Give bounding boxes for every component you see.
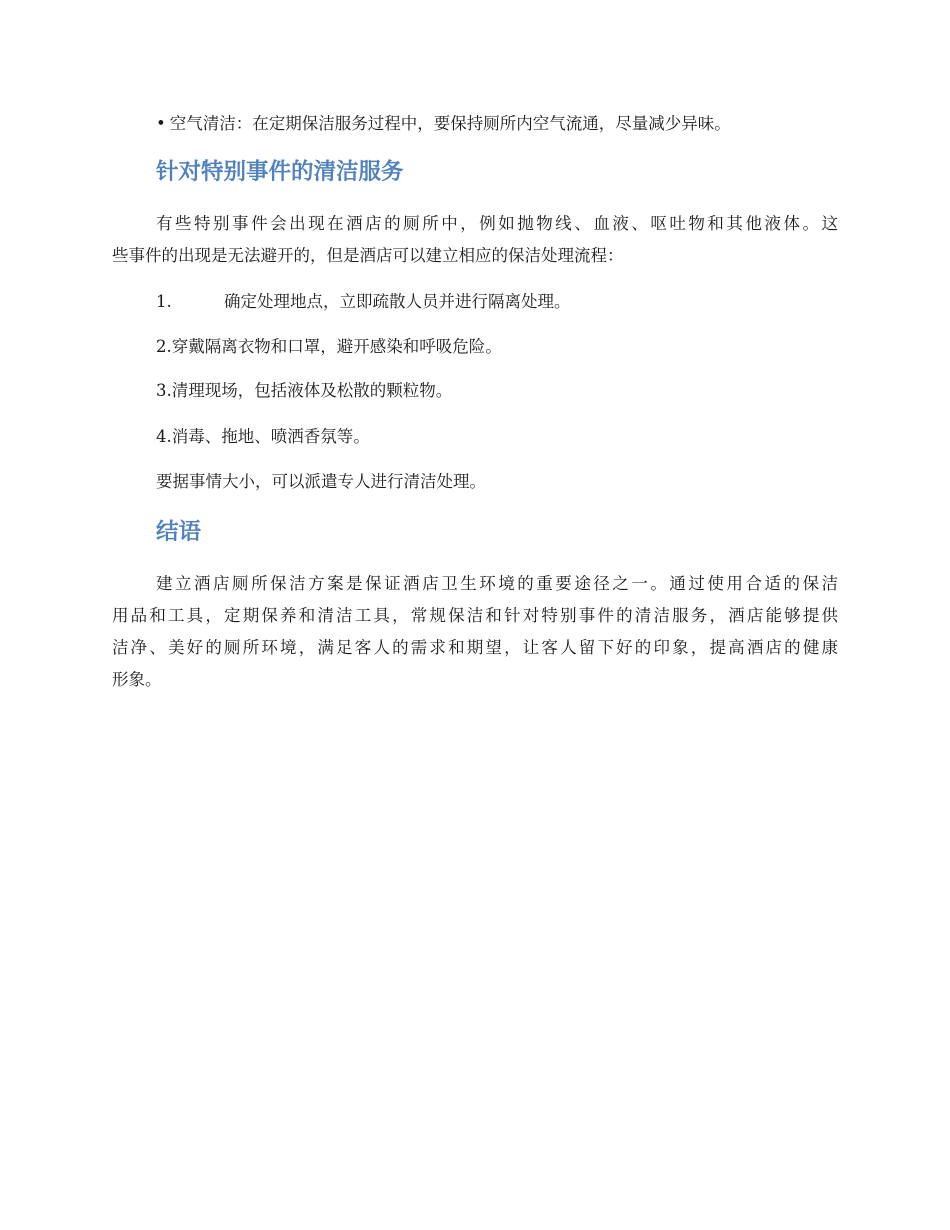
closing-paragraph: 要据事情大小，可以派遣专人进行清洁处理。 (156, 472, 486, 491)
bullet-text: 空气清洁：在定期保洁服务过程中，要保持厕所内空气流通，尽量减少异味。 (169, 114, 731, 133)
step-item-2: 2.穿戴隔离衣物和口罩，避开感染和呼吸危险。 (156, 337, 502, 356)
conclusion-line-3: 洁净、美好的厕所环境，满足客人的需求和期望，让客人留下好的印象，提高酒店的健康 (112, 638, 838, 657)
step-number-1: 1. (156, 292, 172, 311)
step-item-1 (156, 291, 571, 313)
intro-line-1: 有些特别事件会出现在酒店的厕所中，例如抛物线、血液、呕吐物和其他液体。这 (156, 214, 838, 233)
bullet-marker: • (156, 114, 166, 133)
section-heading-conclusion: 结语 (156, 519, 202, 545)
conclusion-line-1: 建立酒店厕所保洁方案是保证酒店卫生环境的重要途径之一。通过使用合适的保洁 (156, 574, 838, 593)
conclusion-line-2: 用品和工具，定期保养和清洁工具，常规保洁和针对特别事件的清洁服务，酒店能够提供 (112, 606, 838, 625)
intro-line-2: 些事件的出现是无法避开的，但是酒店可以建立相应的保洁处理流程： (112, 246, 624, 265)
section-heading-special-events: 针对特别事件的清洁服务 (156, 159, 404, 185)
bullet-item-air-cleaning (156, 113, 731, 135)
step-item-4: 4.消毒、拖地、喷洒香氛等。 (156, 427, 370, 446)
step-item-3: 3.清理现场，包括液体及松散的颗粒物。 (156, 381, 453, 400)
step-text-1: 确定处理地点，立即疏散人员并进行隔离处理。 (224, 292, 571, 311)
conclusion-line-4: 形象。 (112, 670, 162, 689)
